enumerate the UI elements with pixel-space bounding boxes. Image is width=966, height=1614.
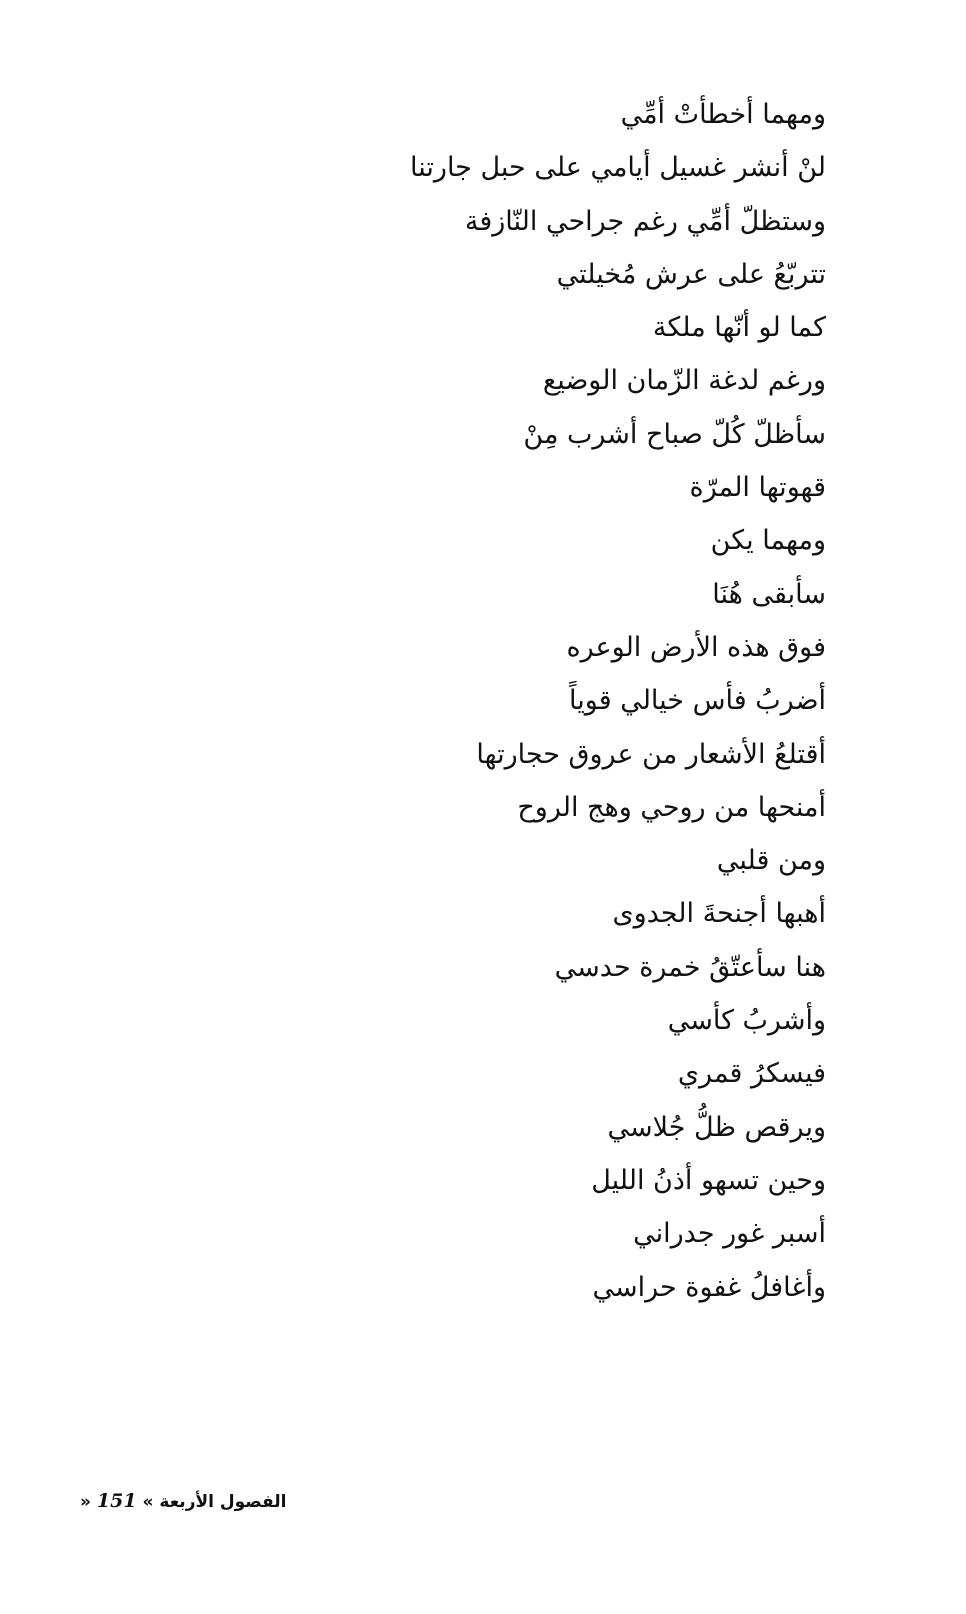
page-footer: [80, 1490, 287, 1512]
poem-line: أمنحها من روحي وهج الروح: [517, 791, 826, 823]
poem-line: ويرقص ظلُّ جُلاسي: [607, 1111, 826, 1143]
poem-line: أضربُ فأس خيالي قوياً: [569, 685, 826, 717]
poem-line: أهبها أجنحةَ الجدوى: [612, 898, 826, 930]
poem-line: ومهما أخطأتْ أمِّي: [620, 99, 826, 130]
poem-text: [306, 88, 826, 1314]
footer-open-quote: »: [142, 1492, 154, 1512]
poem-line: سأبقى هُنَا: [712, 578, 826, 610]
poem-line: فيسكرُ قمري: [677, 1058, 826, 1090]
poem-line: كما لو أنّها ملكة: [652, 312, 826, 344]
poem-line: وأشربُ كأسي: [667, 1005, 826, 1037]
book-title: الفصول الأربعة: [159, 1492, 287, 1512]
poem-line: وحين تسهو أذنُ الليل: [591, 1164, 826, 1196]
poem-line: سأظلّ كُلّ صباح أشرب مِنْ: [523, 418, 826, 450]
poem-line: أسبر غور جدراني: [633, 1218, 826, 1250]
poem-line: وأغافلُ غفوة حراسي: [592, 1271, 826, 1303]
poem-line: تتربّعُ على عرش مُخيلتي: [556, 258, 826, 290]
poem-line: قهوتها المرّة: [689, 472, 826, 504]
poem-line: لنْ أنشر غسيل أيامي على حبل جارتنا: [410, 152, 826, 184]
poem-line: فوق هذه الأرض الوعره: [566, 631, 826, 663]
footer-close-quote: «: [80, 1492, 91, 1512]
page-number: 151: [96, 1490, 137, 1512]
poem-line: أقتلعُ الأشعار من عروق حجارتها: [476, 738, 826, 770]
poem-line: ومن قلبي: [716, 845, 826, 877]
poem-line: ومهما يكن: [710, 525, 826, 557]
poem-line: ورغم لدغة الزّمان الوضيع: [542, 365, 826, 397]
poem-line: وستظلّ أمِّي رغم جراحي النّازفة: [464, 205, 826, 237]
poem-line: هنا سأعتّقُ خمرة حدسي: [554, 951, 826, 983]
